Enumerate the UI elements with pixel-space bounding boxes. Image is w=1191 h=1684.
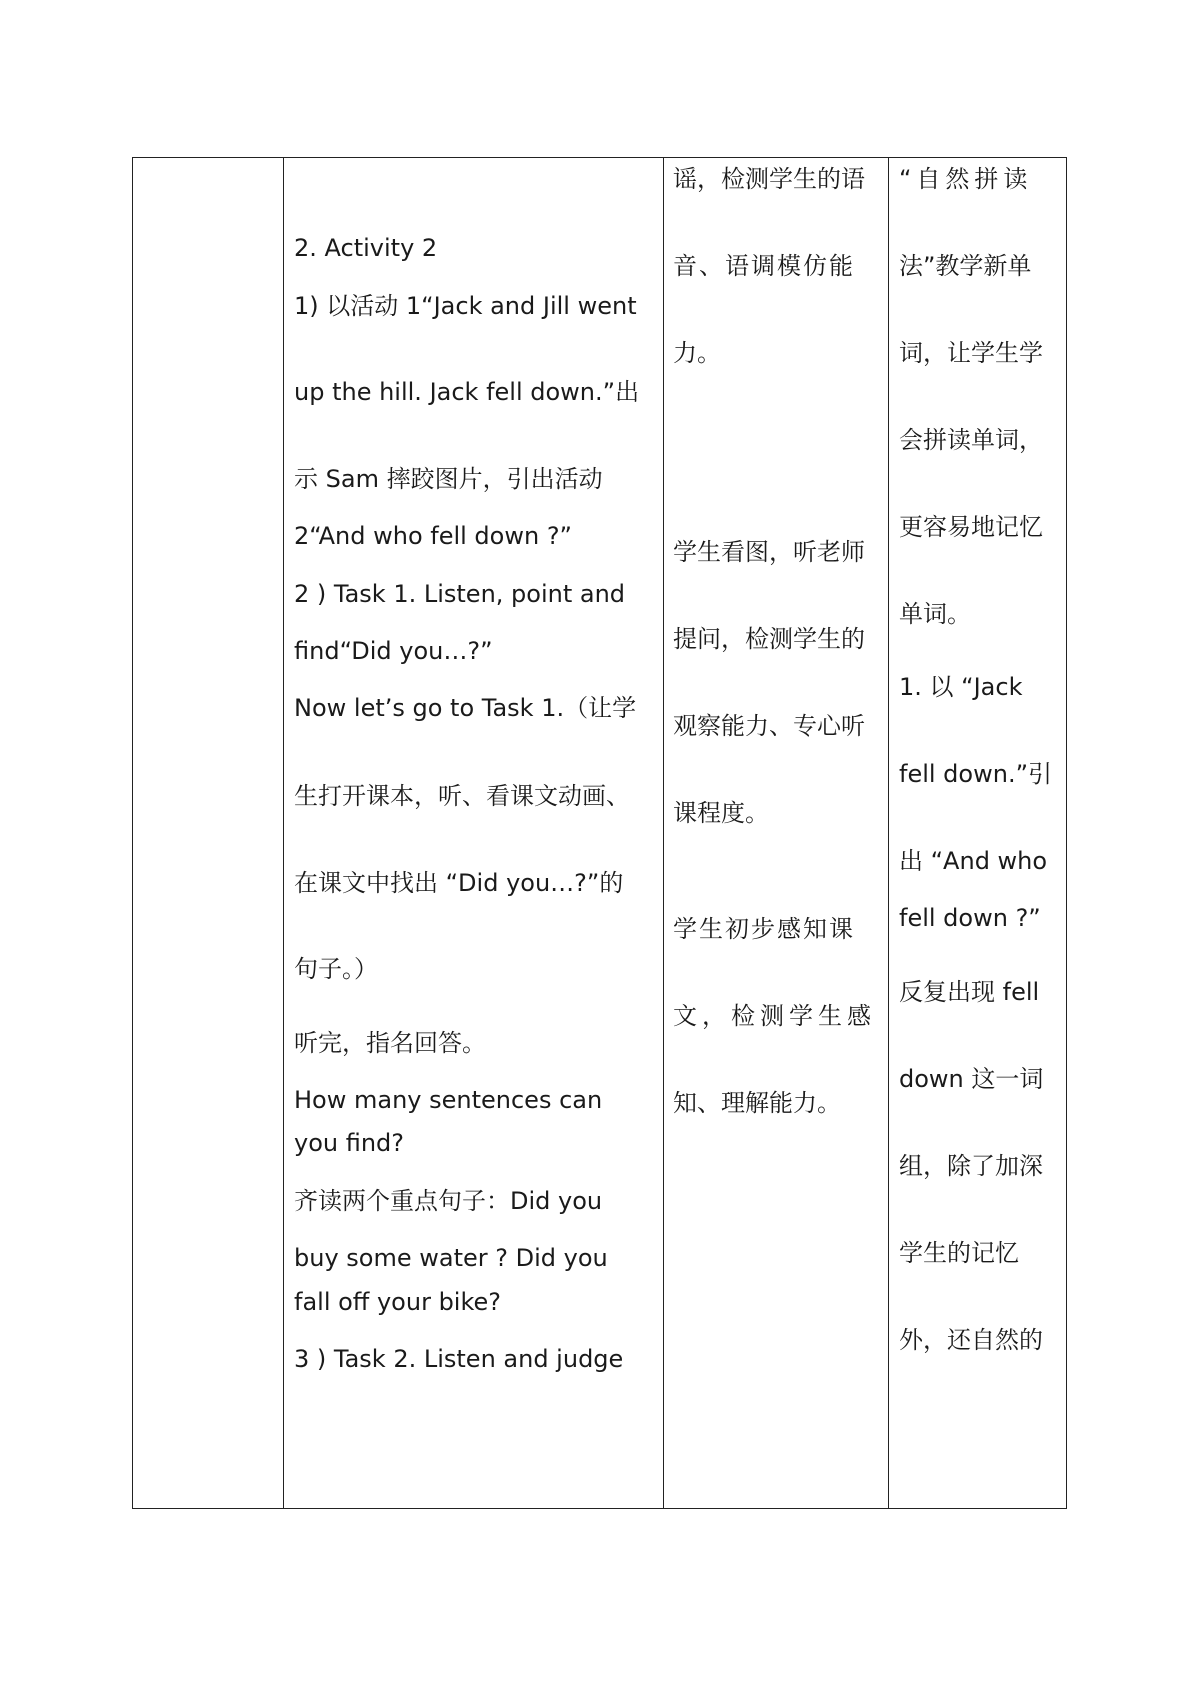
purpose-line: 学生初步感知课 bbox=[673, 915, 855, 943]
activity-line: you find? bbox=[294, 1129, 405, 1157]
rationale-line: fell down.”引 bbox=[899, 760, 1052, 788]
purpose-line: 知、理解能力。 bbox=[673, 1089, 841, 1117]
activity-line: fall off your bike? bbox=[294, 1288, 502, 1316]
rationale-line: 单词。 bbox=[899, 600, 971, 628]
rationale-line: 反复出现 fell bbox=[899, 978, 1040, 1006]
activity-line: find“Did you…?” bbox=[294, 637, 493, 665]
rationale-line: fell down ?” bbox=[899, 904, 1041, 932]
rationale-line: 出 “And who bbox=[899, 847, 1048, 875]
activity-line: 在课文中找出 “Did you…?”的 bbox=[294, 869, 624, 897]
activity-line: 2 ) Task 1. Listen, point and bbox=[294, 580, 626, 608]
purpose-line: 提问，检测学生的 bbox=[673, 625, 865, 653]
table-column-purpose bbox=[663, 158, 887, 1508]
rationale-line: 学生的记忆 bbox=[899, 1239, 1019, 1267]
purpose-line: 文，检测学生感 bbox=[673, 1002, 876, 1030]
rationale-line: 法”教学新单 bbox=[899, 252, 1032, 280]
rationale-line: 会拼读单词， bbox=[899, 426, 1043, 454]
activity-line: How many sentences can bbox=[294, 1086, 603, 1114]
rationale-line: down 这一词 bbox=[899, 1065, 1044, 1093]
lesson-plan-table bbox=[132, 157, 1067, 1509]
activity-line: 示 Sam 摔跤图片，引出活动 bbox=[294, 465, 603, 493]
activity-line: Now let’s go to Task 1.（让学 bbox=[294, 694, 637, 722]
activity-line: 生打开课本，听、看课文动画、 bbox=[294, 782, 630, 810]
activity-line: 齐读两个重点句子：Did you bbox=[294, 1187, 603, 1215]
purpose-line: 学生看图，听老师 bbox=[673, 538, 865, 566]
rationale-line: 1. 以 “Jack bbox=[899, 673, 1023, 701]
activity-line: 句子。） bbox=[294, 955, 378, 983]
purpose-line: 音、语调模仿能 bbox=[673, 252, 855, 280]
purpose-line: 力。 bbox=[673, 339, 721, 367]
activity-line: 2“And who fell down ?” bbox=[294, 522, 572, 550]
table-column-activities bbox=[283, 158, 662, 1508]
table-column-stage bbox=[133, 158, 281, 1508]
rationale-line: 外，还自然的 bbox=[899, 1326, 1043, 1354]
table-column-rationale bbox=[888, 158, 1069, 1508]
purpose-line: 谣，检测学生的语 bbox=[673, 165, 865, 193]
rationale-line: 组，除了加深 bbox=[899, 1152, 1043, 1180]
rationale-line: 词，让学生学 bbox=[899, 339, 1043, 367]
activity-line: 1) 以活动 1“Jack and Jill went bbox=[294, 292, 637, 320]
rationale-line: 更容易地记忆 bbox=[899, 513, 1043, 541]
rationale-line: “自然拼读 bbox=[899, 165, 1033, 193]
activity-line: 听完，指名回答。 bbox=[294, 1029, 486, 1057]
activity-line: 3 ) Task 2. Listen and judge bbox=[294, 1345, 624, 1373]
activity-line: buy some water ? Did you bbox=[294, 1244, 608, 1272]
activity-line: 2. Activity 2 bbox=[294, 234, 438, 262]
purpose-line: 观察能力、专心听 bbox=[673, 712, 865, 740]
activity-line: up the hill. Jack fell down.”出 bbox=[294, 378, 640, 406]
purpose-line: 课程度。 bbox=[673, 799, 769, 827]
